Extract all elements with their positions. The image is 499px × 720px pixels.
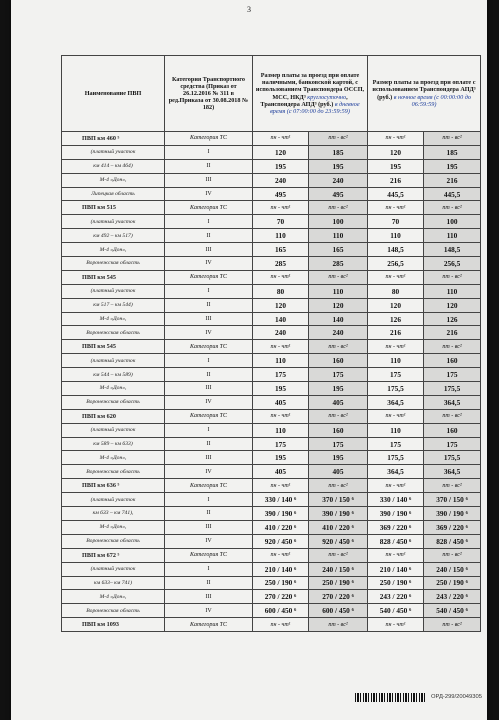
station-detail: км 544 – км 589) <box>62 368 165 382</box>
tariff-value-cell: 445,5 <box>424 187 481 201</box>
category-cell: II <box>165 507 253 521</box>
station-detail: Воронежская область <box>62 395 165 409</box>
tariff-value-cell: 410 / 220 ⁶ <box>309 520 368 534</box>
header-day-tariff-roundclock: круглосуточно <box>307 93 347 101</box>
tariff-value-cell: 195 <box>253 159 309 173</box>
category-cell: III <box>165 451 253 465</box>
document-footer <box>11 693 487 703</box>
table-row <box>62 618 481 632</box>
category-cell: IV <box>165 395 253 409</box>
category-cell: II <box>165 298 253 312</box>
station-detail: М-4 «Дон», <box>62 173 165 187</box>
tariff-value-cell: 148,5 <box>424 243 481 257</box>
tariff-value-cell: 216 <box>424 326 481 340</box>
header-day-tariff-time: в дневное время (с 07:00:00 до 23:59:59) <box>270 100 360 115</box>
tariff-value-cell: 250 / 190 ⁶ <box>309 576 368 590</box>
tariff-value-cell: 600 / 450 ⁶ <box>253 604 309 618</box>
tariff-value-cell: 160 <box>424 423 481 437</box>
table-body <box>62 132 481 632</box>
day-range-header-cell: пн - чт¹ <box>253 409 309 423</box>
station-detail: (платный участок <box>62 562 165 576</box>
tariff-value-cell: 364,5 <box>424 465 481 479</box>
station-name: ПВП км 672 ⁵ <box>62 548 165 562</box>
day-range-header-cell: пн - чт¹ <box>368 132 424 146</box>
tariff-value-cell: 195 <box>309 382 368 396</box>
station-detail: км 414 – км 464) <box>62 159 165 173</box>
day-range-header-cell: пт - вс² <box>424 270 481 284</box>
tariff-value-cell: 165 <box>309 243 368 257</box>
tariff-value-cell: 390 / 190 ⁶ <box>253 507 309 521</box>
tariff-value-cell: 110 <box>253 354 309 368</box>
table-row <box>62 562 481 576</box>
category-cell: IV <box>165 257 253 271</box>
day-range-header-cell: пт - вс² <box>309 340 368 354</box>
station-detail: (платный участок <box>62 493 165 507</box>
tariff-value-cell: 540 / 450 ⁶ <box>424 604 481 618</box>
station-detail: М-4 «Дон», <box>62 520 165 534</box>
tariff-value-cell: 600 / 450 ⁶ <box>309 604 368 618</box>
category-cell: III <box>165 243 253 257</box>
tariff-value-cell: 148,5 <box>368 243 424 257</box>
tariff-value-cell: 175,5 <box>424 451 481 465</box>
day-range-header-cell: пт - вс² <box>424 201 481 215</box>
station-detail: Воронежская область <box>62 604 165 618</box>
tariff-value-cell: 256,5 <box>368 257 424 271</box>
table-row <box>62 368 481 382</box>
day-range-header-cell: пн - чт¹ <box>368 548 424 562</box>
header-night-tariff <box>368 56 481 132</box>
category-cell: III <box>165 590 253 604</box>
table-row <box>62 395 481 409</box>
table-row <box>62 257 481 271</box>
day-range-header-cell: пт - вс² <box>309 270 368 284</box>
tariff-value-cell: 70 <box>253 215 309 229</box>
tariff-value-cell: 240 <box>253 173 309 187</box>
tariff-value-cell: 250 / 190 ⁶ <box>368 576 424 590</box>
tariff-value-cell: 195 <box>253 451 309 465</box>
tariff-value-cell: 175 <box>424 437 481 451</box>
tariff-value-cell: 369 / 220 ⁶ <box>368 520 424 534</box>
table-row <box>62 284 481 298</box>
station-name: ПВП км 545 <box>62 270 165 284</box>
day-range-header-cell: пт - вс² <box>309 132 368 146</box>
station-detail: (платный участок <box>62 284 165 298</box>
table-row <box>62 493 481 507</box>
tariff-value-cell: 390 / 190 ⁶ <box>424 507 481 521</box>
station-detail: км 589 – км 633) <box>62 437 165 451</box>
tariff-value-cell: 175 <box>424 368 481 382</box>
category-cell: IV <box>165 534 253 548</box>
table-row <box>62 548 481 562</box>
category-cell: IV <box>165 465 253 479</box>
tariff-value-cell: 165 <box>253 243 309 257</box>
tariff-value-cell: 495 <box>309 187 368 201</box>
tariff-value-cell: 110 <box>368 354 424 368</box>
tariff-value-cell: 390 / 190 ⁶ <box>309 507 368 521</box>
category-cell: I <box>165 562 253 576</box>
tariff-value-cell: 110 <box>309 284 368 298</box>
tariff-value-cell: 250 / 190 ⁶ <box>424 576 481 590</box>
page-number: 3 <box>247 5 251 14</box>
day-range-header-cell: пн - чт¹ <box>368 409 424 423</box>
station-detail: км 492 – км 517) <box>62 229 165 243</box>
document-page <box>11 0 487 720</box>
category-cell: III <box>165 312 253 326</box>
tariff-value-cell: 410 / 220 ⁶ <box>253 520 309 534</box>
tariff-value-cell: 240 <box>253 326 309 340</box>
tariff-value-cell: 920 / 450 ⁶ <box>309 534 368 548</box>
table-row <box>62 340 481 354</box>
tariff-value-cell: 256,5 <box>424 257 481 271</box>
category-header-cell: Категория ТС <box>165 340 253 354</box>
category-header-cell: Категория ТС <box>165 201 253 215</box>
tariff-value-cell: 828 / 450 ⁶ <box>368 534 424 548</box>
table-row <box>62 520 481 534</box>
tariff-value-cell: 80 <box>253 284 309 298</box>
day-range-header-cell: пт - вс² <box>309 479 368 493</box>
tariff-value-cell: 120 <box>424 298 481 312</box>
day-range-header-cell: пн - чт¹ <box>368 201 424 215</box>
table-row <box>62 159 481 173</box>
day-range-header-cell: пн - чт¹ <box>368 618 424 632</box>
header-day-tariff-mid: , Транспондера АПД³ (руб.) <box>260 93 348 108</box>
tariff-table <box>61 55 481 632</box>
station-name: ПВП км 636 ⁵ <box>62 479 165 493</box>
tariff-value-cell: 370 / 150 ⁶ <box>309 493 368 507</box>
tariff-value-cell: 140 <box>253 312 309 326</box>
category-header-cell: Категория ТС <box>165 132 253 146</box>
day-range-header-cell: пн - чт¹ <box>368 340 424 354</box>
tariff-value-cell: 120 <box>253 145 309 159</box>
station-detail: (платный участок <box>62 145 165 159</box>
station-name: ПВП км 1093 <box>62 618 165 632</box>
tariff-value-cell: 110 <box>424 284 481 298</box>
tariff-value-cell: 100 <box>309 215 368 229</box>
tariff-value-cell: 405 <box>309 465 368 479</box>
tariff-value-cell: 110 <box>424 229 481 243</box>
tariff-value-cell: 175 <box>253 368 309 382</box>
category-header-cell: Категория ТС <box>165 618 253 632</box>
category-cell: I <box>165 354 253 368</box>
day-range-header-cell: пт - вс² <box>424 548 481 562</box>
tariff-value-cell: 216 <box>368 173 424 187</box>
station-name: ПВП км 460 ⁵ <box>62 132 165 146</box>
tariff-value-cell: 285 <box>253 257 309 271</box>
tariff-value-cell: 175 <box>253 437 309 451</box>
table-row <box>62 229 481 243</box>
station-detail: М-4 «Дон», <box>62 243 165 257</box>
tariff-value-cell: 175,5 <box>368 382 424 396</box>
table-row <box>62 382 481 396</box>
document-code: ОРД-299/20049305 <box>431 694 482 700</box>
barcode-icon <box>355 693 427 702</box>
category-header-cell: Категория ТС <box>165 409 253 423</box>
tariff-value-cell: 160 <box>309 423 368 437</box>
table-row <box>62 465 481 479</box>
table-row <box>62 604 481 618</box>
category-cell: I <box>165 215 253 229</box>
category-cell: IV <box>165 604 253 618</box>
tariff-value-cell: 364,5 <box>368 465 424 479</box>
tariff-value-cell: 126 <box>424 312 481 326</box>
category-cell: III <box>165 520 253 534</box>
tariff-value-cell: 330 / 140 ⁶ <box>253 493 309 507</box>
station-detail: М-4 «Дон», <box>62 451 165 465</box>
table-row <box>62 576 481 590</box>
station-detail: Липецкая область <box>62 187 165 201</box>
table-row <box>62 173 481 187</box>
day-range-header-cell: пн - чт¹ <box>253 201 309 215</box>
tariff-value-cell: 240 / 150 ⁶ <box>309 562 368 576</box>
tariff-value-cell: 216 <box>424 173 481 187</box>
tariff-value-cell: 240 / 150 ⁶ <box>424 562 481 576</box>
header-vehicle-category: Категория Транспортного средства (Приказ от 26.12.2016 № 311 в ред.Приказа от 30.08.2018 № 182) <box>165 56 253 132</box>
tariff-value-cell: 540 / 450 ⁶ <box>368 604 424 618</box>
tariff-value-cell: 495 <box>253 187 309 201</box>
station-detail: Воронежская область <box>62 326 165 340</box>
tariff-value-cell: 243 / 220 ⁶ <box>424 590 481 604</box>
tariff-value-cell: 110 <box>368 229 424 243</box>
tariff-value-cell: 828 / 450 ⁶ <box>424 534 481 548</box>
tariff-value-cell: 140 <box>309 312 368 326</box>
tariff-value-cell: 210 / 140 ⁶ <box>253 562 309 576</box>
category-cell: IV <box>165 187 253 201</box>
category-cell: I <box>165 145 253 159</box>
station-name: ПВП км 545 <box>62 340 165 354</box>
tariff-value-cell: 364,5 <box>424 395 481 409</box>
tariff-value-cell: 160 <box>424 354 481 368</box>
tariff-value-cell: 364,5 <box>368 395 424 409</box>
tariff-value-cell: 100 <box>424 215 481 229</box>
tariff-value-cell: 175 <box>368 368 424 382</box>
tariff-value-cell: 195 <box>424 159 481 173</box>
tariff-value-cell: 216 <box>368 326 424 340</box>
station-detail: Воронежская область <box>62 257 165 271</box>
tariff-value-cell: 175 <box>368 437 424 451</box>
category-header-cell: Категория ТС <box>165 270 253 284</box>
station-detail: км 633 – км 741), <box>62 507 165 521</box>
day-range-header-cell: пт - вс² <box>424 618 481 632</box>
table-row <box>62 451 481 465</box>
tariff-value-cell: 120 <box>368 145 424 159</box>
tariff-value-cell: 445,5 <box>368 187 424 201</box>
tariff-value-cell: 285 <box>309 257 368 271</box>
tariff-value-cell: 210 / 140 ⁶ <box>368 562 424 576</box>
tariff-value-cell: 195 <box>253 382 309 396</box>
table-row <box>62 201 481 215</box>
table-row <box>62 215 481 229</box>
tariff-value-cell: 405 <box>309 395 368 409</box>
tariff-value-cell: 330 / 140 ⁶ <box>368 493 424 507</box>
day-range-header-cell: пт - вс² <box>424 479 481 493</box>
station-detail: М-4 «Дон», <box>62 590 165 604</box>
station-detail: (платный участок <box>62 423 165 437</box>
header-day-tariff <box>253 56 368 132</box>
table-row <box>62 298 481 312</box>
tariff-value-cell: 195 <box>309 451 368 465</box>
table-row <box>62 145 481 159</box>
tariff-value-cell: 120 <box>309 298 368 312</box>
table-row <box>62 479 481 493</box>
day-range-header-cell: пн - чт¹ <box>253 479 309 493</box>
table-row <box>62 132 481 146</box>
table-row <box>62 534 481 548</box>
table-row <box>62 423 481 437</box>
tariff-value-cell: 110 <box>368 423 424 437</box>
tariff-value-cell: 175 <box>309 368 368 382</box>
tariff-value-cell: 110 <box>309 229 368 243</box>
tariff-value-cell: 390 / 190 ⁶ <box>368 507 424 521</box>
station-detail: Воронежская область <box>62 465 165 479</box>
category-cell: I <box>165 493 253 507</box>
category-header-cell: Категория ТС <box>165 548 253 562</box>
day-range-header-cell: пт - вс² <box>424 409 481 423</box>
station-detail: Воронежская область <box>62 534 165 548</box>
day-range-header-cell: пт - вс² <box>309 548 368 562</box>
category-cell: III <box>165 173 253 187</box>
tariff-value-cell: 175,5 <box>424 382 481 396</box>
category-cell: III <box>165 382 253 396</box>
tariff-value-cell: 195 <box>368 159 424 173</box>
table-row <box>62 507 481 521</box>
category-cell: I <box>165 423 253 437</box>
day-range-header-cell: пт - вс² <box>424 340 481 354</box>
tariff-value-cell: 369 / 220 ⁶ <box>424 520 481 534</box>
table-row <box>62 326 481 340</box>
day-range-header-cell: пн - чт¹ <box>253 618 309 632</box>
station-name: ПВП км 620 <box>62 409 165 423</box>
day-range-header-cell: пт - вс² <box>424 132 481 146</box>
day-range-header-cell: пн - чт¹ <box>368 270 424 284</box>
tariff-value-cell: 120 <box>368 298 424 312</box>
category-header-cell: Категория ТС <box>165 479 253 493</box>
station-name: ПВП км 515 <box>62 201 165 215</box>
tariff-value-cell: 80 <box>368 284 424 298</box>
tariff-value-cell: 405 <box>253 465 309 479</box>
table-row <box>62 187 481 201</box>
table-row <box>62 354 481 368</box>
tariff-value-cell: 195 <box>309 159 368 173</box>
tariff-value-cell: 240 <box>309 173 368 187</box>
header-station-name: Наименование ПВП <box>62 56 165 132</box>
tariff-value-cell: 70 <box>368 215 424 229</box>
day-range-header-cell: пн - чт¹ <box>253 548 309 562</box>
station-detail: км 517 – км 544) <box>62 298 165 312</box>
station-detail: М-4 «Дон», <box>62 382 165 396</box>
category-cell: IV <box>165 326 253 340</box>
table-row <box>62 409 481 423</box>
table-header-row <box>62 56 481 132</box>
category-cell: II <box>165 368 253 382</box>
tariff-value-cell: 110 <box>253 423 309 437</box>
tariff-value-cell: 405 <box>253 395 309 409</box>
table-row <box>62 437 481 451</box>
table-row <box>62 270 481 284</box>
tariff-value-cell: 160 <box>309 354 368 368</box>
tariff-value-cell: 240 <box>309 326 368 340</box>
category-cell: II <box>165 159 253 173</box>
day-range-header-cell: пт - вс² <box>309 201 368 215</box>
tariff-value-cell: 120 <box>253 298 309 312</box>
station-detail: км 633– км 741) <box>62 576 165 590</box>
tariff-value-cell: 185 <box>424 145 481 159</box>
tariff-value-cell: 920 / 450 ⁶ <box>253 534 309 548</box>
category-cell: I <box>165 284 253 298</box>
day-range-header-cell: пн - чт¹ <box>368 479 424 493</box>
header-night-tariff-time: в ночное время (с 00:00:00 до 06:59:59) <box>393 93 471 108</box>
tariff-value-cell: 370 / 150 ⁶ <box>424 493 481 507</box>
category-cell: II <box>165 437 253 451</box>
day-range-header-cell: пн - чт¹ <box>253 340 309 354</box>
tariff-value-cell: 243 / 220 ⁶ <box>368 590 424 604</box>
category-cell: II <box>165 229 253 243</box>
day-range-header-cell: пн - чт¹ <box>253 270 309 284</box>
header-night-tariff-main: Размер платы за проезд при оплате с использованием Транспондера АПД³ (руб.) <box>372 79 476 101</box>
day-range-header-cell: пт - вс² <box>309 618 368 632</box>
tariff-value-cell: 185 <box>309 145 368 159</box>
table-row <box>62 590 481 604</box>
tariff-value-cell: 270 / 220 ⁶ <box>253 590 309 604</box>
tariff-value-cell: 110 <box>253 229 309 243</box>
station-detail: (платный участок <box>62 215 165 229</box>
tariff-value-cell: 250 / 190 ⁶ <box>253 576 309 590</box>
day-range-header-cell: пт - вс² <box>309 409 368 423</box>
category-cell: II <box>165 576 253 590</box>
table-row <box>62 312 481 326</box>
header-day-tariff-main: Размер платы за проезд при оплате наличными, банковской картой, с использованием Транспондера ОССП, МСС, НКД³ <box>255 72 365 101</box>
tariff-value-cell: 175,5 <box>368 451 424 465</box>
table-row <box>62 243 481 257</box>
station-detail: М-4 «Дон», <box>62 312 165 326</box>
tariff-value-cell: 175 <box>309 437 368 451</box>
station-detail: (платный участок <box>62 354 165 368</box>
day-range-header-cell: пн - чт¹ <box>253 132 309 146</box>
tariff-value-cell: 126 <box>368 312 424 326</box>
tariff-value-cell: 270 / 220 ⁶ <box>309 590 368 604</box>
